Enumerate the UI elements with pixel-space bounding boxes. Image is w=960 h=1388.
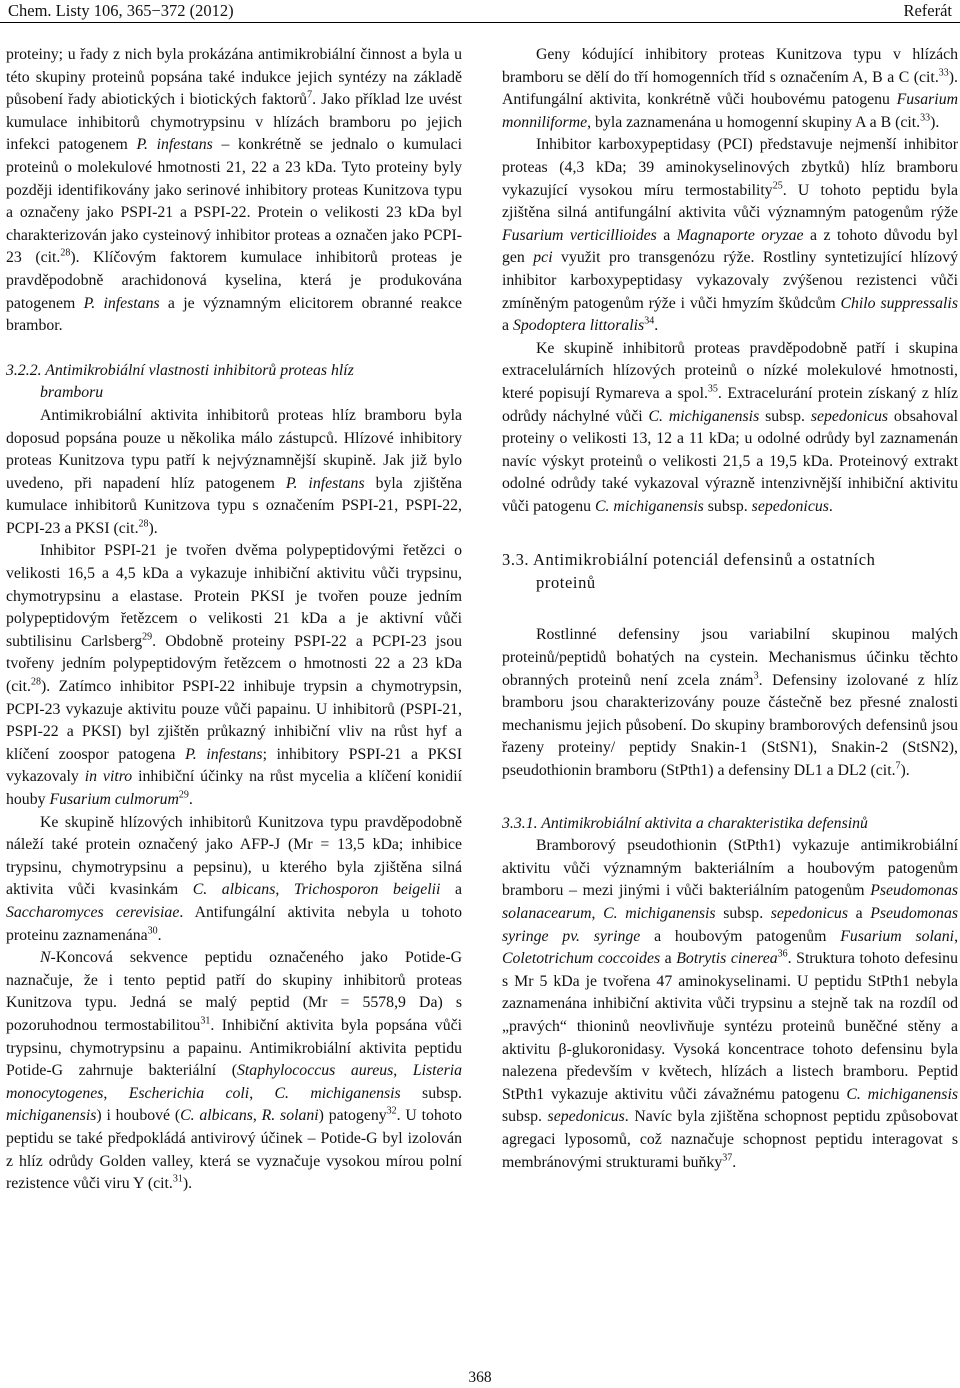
body-paragraph: Ke skupině hlízových inhibitorů Kunitzova typu pravděpodobně náleží také protein označený jako AFP-J (Mr = 13,5 kDa; inhibice trypsinu, chymotrypsinu a pepsinu), u kterého byla zjištěna silná aktivita vůči kvasinkám C. albicans, Trichosporon beigelii a Saccharomyces cerevisiae. Antifungální aktivita nebyla u tohoto proteinu zaznamenána$^{30}$.: [6, 813, 462, 944]
body-paragraph: Geny kódující inhibitory proteas Kunitzova typu v hlízách bramboru se dělí do tří homogenních tříd s označením A, B a C (cit.$^{33}$). Antifungální aktivita, konkrétně vůči houbovému patogenu Fusarium monniliforme, byla zaznamenána u homogenní skupiny A a B (cit.$^{33}$).: [502, 46, 958, 131]
body-paragraph: Ke skupině inhibitorů proteas pravděpodobně patří i skupina extracelulárních hlízových proteinů o nízké molekulové hmotnosti, které popisují Rymareva a spol.$^{35}$. Extracelurání protein získaný z hlíz odrůdy náchylné vůči C. michiganensis subsp. sepedonicus obsahoval proteiny o velikosti 13, 12 a 11 kDa; u odolné odrůdy byl zaznamenán navíc výskyt proteinů o velikosti 21,5 a 19,5 kDa. Proteinový extrakt odolné odrůdy také vykazoval výrazně intenzivnější inhibiční aktivitu vůči patogenu C. michiganensis subsp. sepedonicus.: [502, 339, 958, 515]
spacer: [502, 783, 958, 813]
page-number: 368: [468, 1369, 492, 1386]
journal-citation: Chem. Listy 106, 365−372 (2012): [8, 1, 234, 20]
spacer: [502, 518, 958, 548]
body-paragraph: Inhibitor karboxypeptidasy (PCI) představuje nejmenší inhibitor proteas (4,3 kDa; 39 aminokyselinových zbytků) hlíz bramboru vykazující vysokou míru termostability$^{25}$. U tohoto peptidu byla zjištěna silná antifungální aktivita vůči významným patogenům rýže Fusarium verticillioides a Magnaporte oryzae a z tohoto důvodu byl gen pci využit pro transgenózu rýže. Rostliny syntetizující hlízový inhibitor karboxypeptidasy vykazovaly zvýšenou rezistenci vůči zmíněným patogenům rýže i vůči hmyzím škůdcům Chilo suppressalis a Spodoptera littoralis$^{34}$.: [502, 136, 959, 335]
body-paragraph: Rostlinné defensiny jsou variabilní skupinou malých proteinů/peptidů bohatých na cystein. Mechanismus účinku těchto obranných proteinů není zcela znám$^3$. Defensiny izolované z hlíz bramboru jsou charakterizovány pouze částečně bez přesné znalosti mechanismu jejich působení. Do skupiny bramborových defensinů jsou řazeny proteiny/ peptidy Snakin-1 (StSN1), Snakin-2 (StSN2), pseudothionin bramboru (StPth1) a defensiny DL1 a DL2 (cit.$^7$).: [502, 626, 958, 780]
section-heading: 3.3.1. Antimikrobiální aktivita a charakteristika defensinů: [502, 814, 868, 832]
left-column: [6, 44, 462, 1196]
body-paragraph: Bramborový pseudothionin (StPth1) vykazuje antimikrobiální aktivitu vůči významným bakteriálním a houbovým patogenům bramboru – mezi jinými i vůči bakteriálním patogenům Pseudomonas solanacearum, C. michiganensis subsp. sepedonicus a Pseudomonas syringe pv. syringe a houbovým patogenům Fusarium solani, Coletotrichum coccoides a Botrytis cinerea$^{36}$. Struktura tohoto defesinu s Mr 5 kDa je tvořena 47 aminokyselinami. U peptidu StPth1 nebyla zaznamenána inhibiční aktivita vůči trypsinu a stejně tak na rozdíl od „pravých“ thioninů neovlivňuje syntézu proteinů buněčné stěny a aktivitu β-glukoronidasy. Vysoká koncentrace tohoto defensinu byla nalezena především v květech, hlízách a listech bramboru. Peptid StPth1 vykazuje aktivitu vůči závažnému patogenu C. michiganensis subsp. sepedonicus. Navíc byla zjištěna schopnost peptidu způsobovat agregaci lyposomů, což naznačuje schopnost peptidu interagovat s membránovými strukturami buňky$^{37}$.: [502, 837, 959, 1171]
body-paragraph: Antimikrobiální aktivita inhibitorů proteas hlíz bramboru byla doposud popsána pouze u několika málo zástupců. Hlízové inhibitory proteas Kunitzova typu patří k nejvýznamnější skupině. Jak již bylo uvedeno, při napadení hlíz patogenem P. infestans byla zjištěna kumulace inhibitorů Kunitzova typu s označením PSPI-21, PSPI-22, PCPI-23 a PKSI (cit.$^{28}$).: [6, 406, 462, 537]
spacer: [502, 594, 958, 624]
body-paragraph: proteiny; u řady z nich byla prokázána antimikrobiální činnost a byla u této skupiny proteinů popsána také indukce jejich syntézy na základě působení řady abiotických i biotických faktorů$^7$. Jako příklad lze uvést kumulace inhibitorů chymotrypsinu v hlízách bramboru po jejich infekci patogenem P. infestans – konkrétně se jednalo o kumulaci proteinů o molekulové hmotnosti 21, 22 a 23 kDa. Tyto proteiny byly později identifikovány jako serinové inhibitory proteas Kunitzova typu a označeny jako PSPI-21 a PSPI-22. Protein o velikosti 23 kDa byl charakterizován jako cysteinový inhibitor proteas a označen jako PCPI-23 (cit.$^{28}$). Klíčovým faktorem kumulace inhibitorů proteas je pravděpodobně arachidonová kyselina, která je produkována patogenem P. infestans a je významným elicitorem obranné reakce brambor.: [6, 46, 463, 335]
running-header: [0, 0, 960, 22]
right-column: [502, 44, 958, 1174]
section-heading: 3.3. Antimikrobiální potenciál defensinů a ostatních proteinů: [502, 550, 876, 593]
spacer: [6, 338, 462, 360]
body-paragraph: Inhibitor PSPI-21 je tvořen dvěma polypeptidovými řetězci o velikosti 16,5 a 4,5 kDa a vykazuje inhibiční aktivitu vůči trypsinu, chymotrypsinu a elastase. Protein PKSI je tvořen pouze jedním polypeptidovým řetězcem o velikosti 21 kDa a je aktivní vůči subtilisinu Carlsberg$^{29}$. Obdobně proteiny PSPI-22 a PCPI-23 jsou tvořeny jedním polypeptidovým řetězcem o hmotnosti 22 a 23 kDa (cit.$^{28}$). Zatímco inhibitor PSPI-22 inhibuje trypsin a chymotrypsin, PCPI-23 vykazuje aktivitu pouze vůči papainu. U inhibitorů (PSPI-21, PSPI-22 a PKSI) byl zjištěn průkazný inhibiční vliv na růst hyf a klíčení zoospor patogena P. infestans; inhibitory PSPI-21 a PKSI vykazovaly in vitro inhibiční účinky na růst mycelia a klíčení konidií houby Fusarium culmorum$^{29}$.: [6, 542, 462, 808]
header-rule: [0, 22, 960, 23]
section-label: Referát: [903, 1, 952, 20]
body-paragraph: N-Koncová sekvence peptidu označeného jako Potide-G naznačuje, že i tento peptid patří do skupiny inhibitorů proteas Kunitzova typu. Jedná se malý peptid (Mr = 5578,9 Da) s pozoruhodnou termostabilitou$^{31}$. Inhibiční aktivita byla popsána vůči trypsinu, chymotrypsinu a papainu. Antimikrobiální aktivita peptidu Potide-G zahrnuje bakteriální (Staphylococcus aureus, Listeria monocytogenes, Escherichia coli, C. michiganensis subsp. michiganensis) i houbové (C. albicans, R. solani) patogeny$^{32}$. U tohoto peptidu se také předpokládá antivirový účinek – Potide-G byl izolován z hlíz odrůdy Golden valley, která se vyznačuje vysokou mírou polní rezistence vůči viru Y (cit.$^{31}$).: [6, 949, 463, 1193]
section-heading: 3.2.2. Antimikrobiální vlastnosti inhibitorů proteas hlíz bramboru: [6, 361, 354, 402]
